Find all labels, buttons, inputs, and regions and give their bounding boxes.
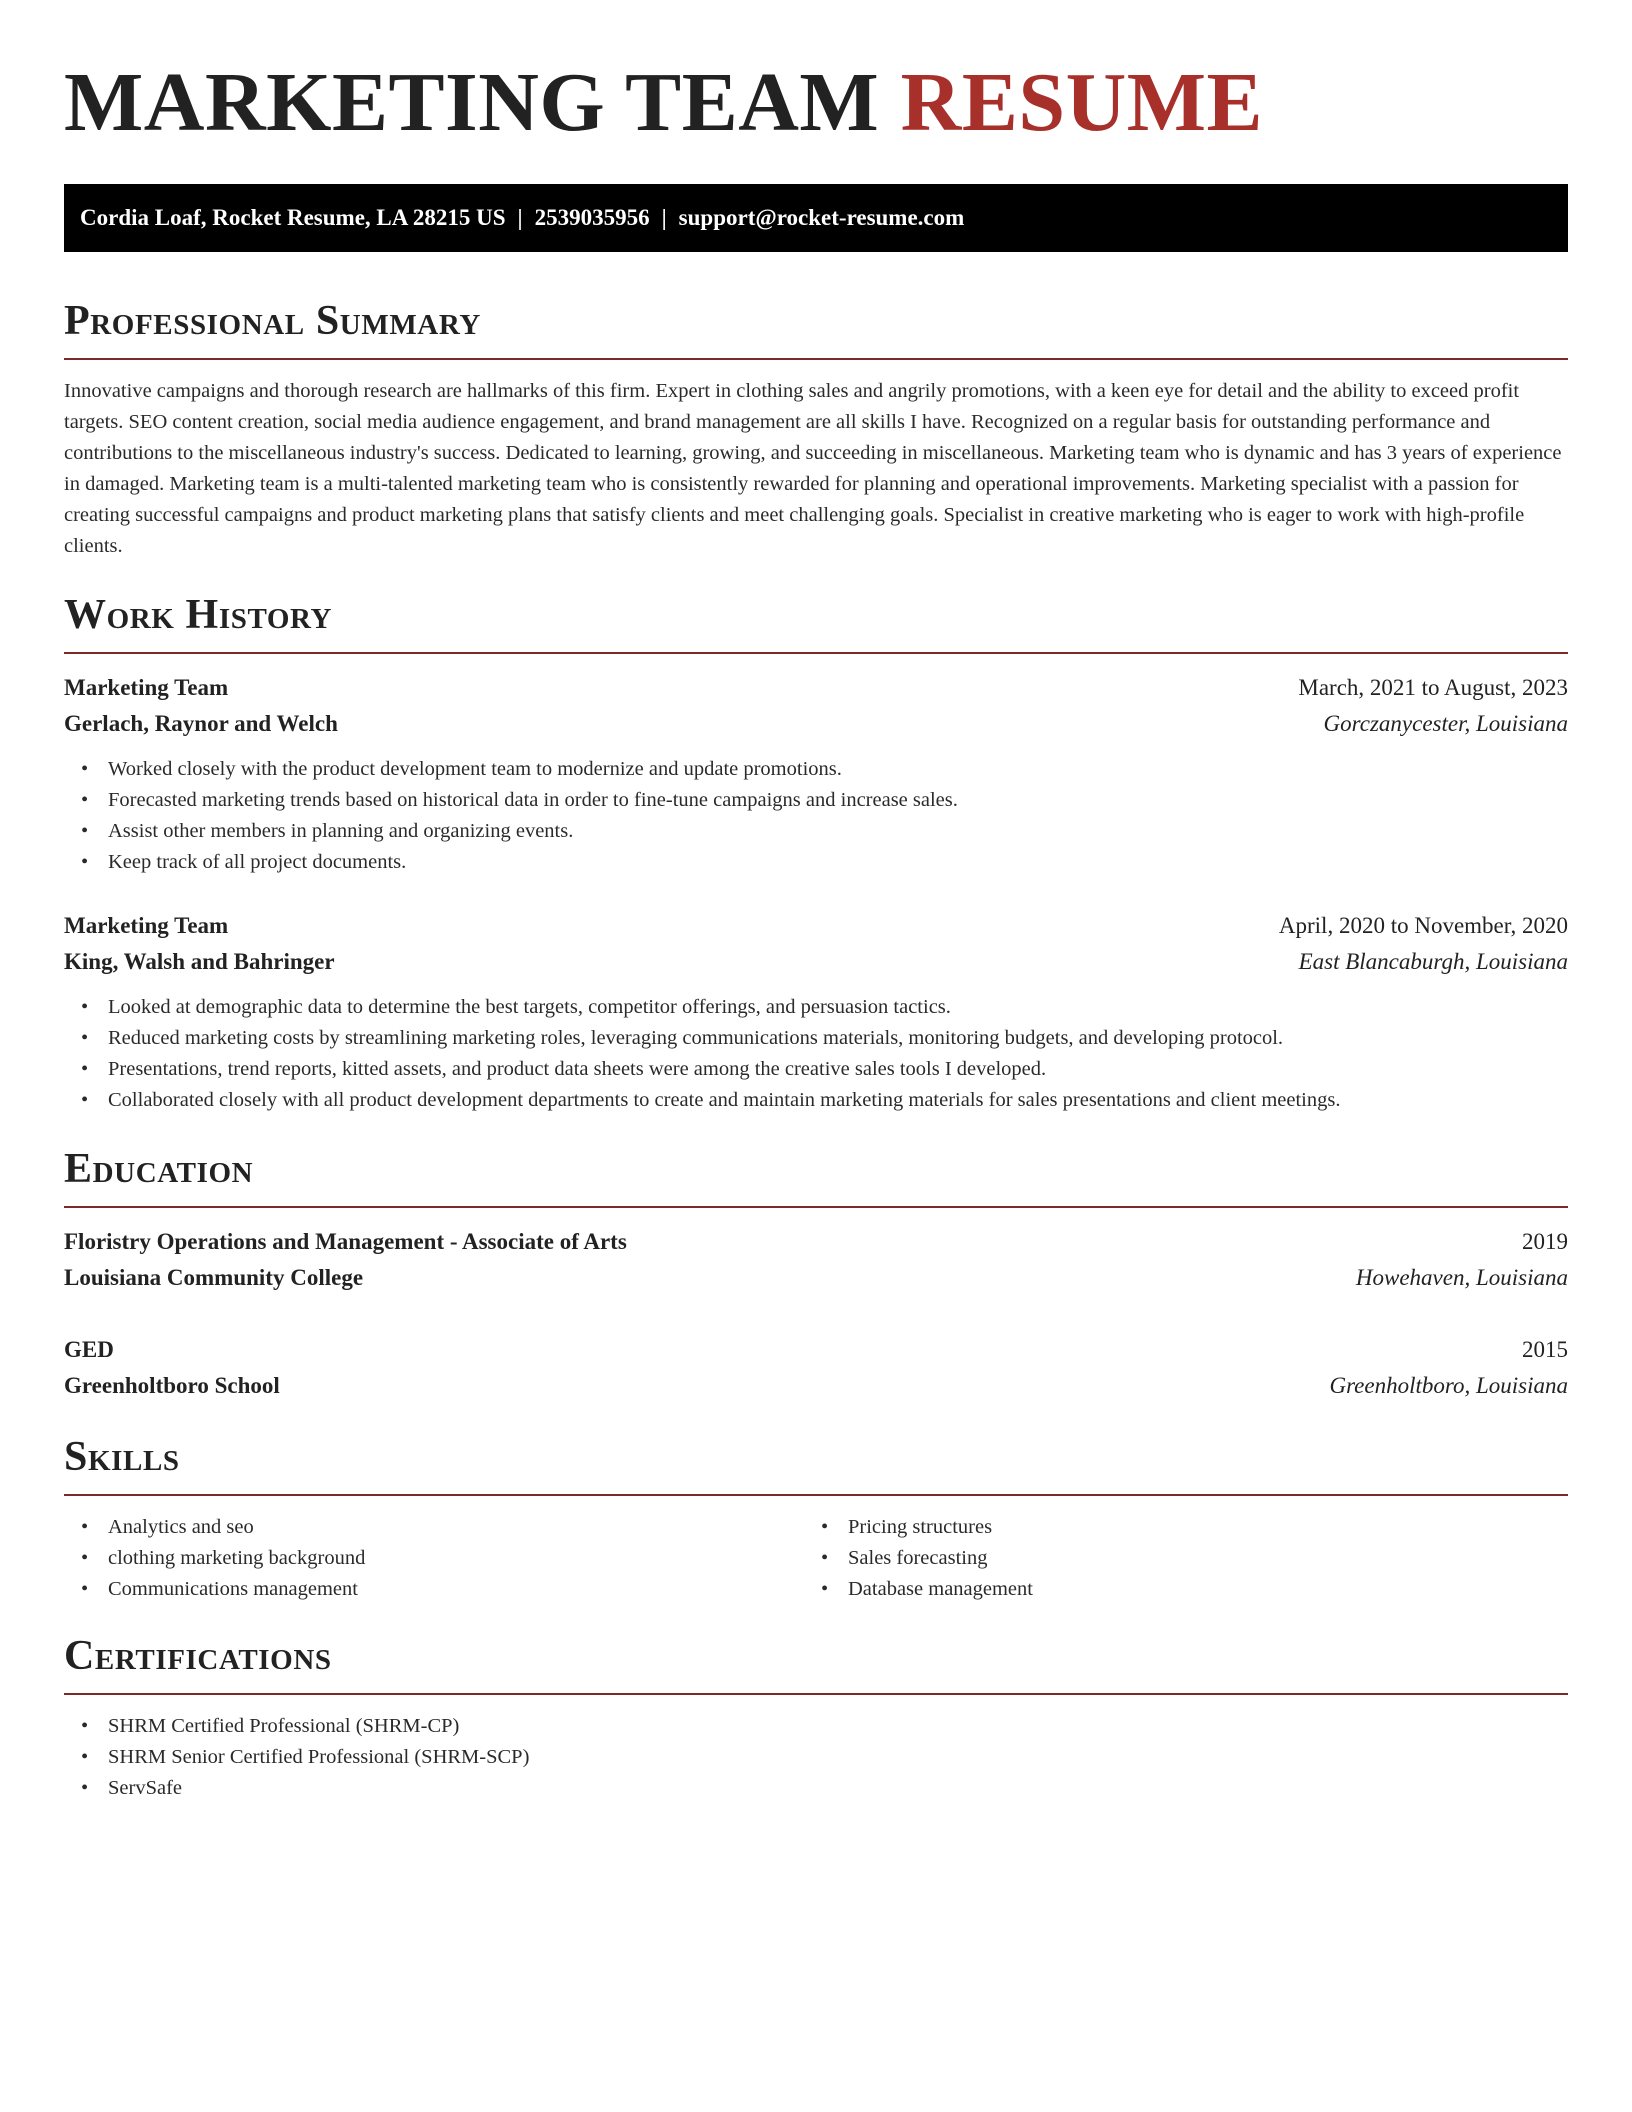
- job-entry: [64, 908, 1568, 1116]
- skills-list-right: [804, 1512, 1544, 1605]
- certification-item: • ServSafe: [64, 1773, 1568, 1804]
- job-company: Gerlach, Raynor and Welch: [64, 711, 338, 736]
- certifications-section: [64, 1711, 1568, 1804]
- title-accent: RESUME: [900, 56, 1264, 149]
- contact-bar: [64, 184, 1568, 252]
- job-duty: • Looked at demographic data to determine the best targets, competitor offerings, and persuasion tactics.: [64, 992, 1568, 1023]
- skills-columns: [64, 1512, 1568, 1605]
- school-location: Greenholtboro, Louisiana: [1329, 1373, 1568, 1398]
- school-location: Howehaven, Louisiana: [1355, 1265, 1568, 1290]
- job-duty: • Presentations, trend reports, kitted assets, and product data sheets were among the creative sales tools I developed.: [64, 1054, 1568, 1085]
- graduation-year: 2015: [1522, 1337, 1568, 1362]
- skill-item: • Database management: [804, 1574, 1544, 1605]
- certification-item: • SHRM Certified Professional (SHRM-CP): [64, 1711, 1568, 1742]
- summary-text: Innovative campaigns and thorough research are hallmarks of this firm. Expert in clothing sales and angrily promotions, with a keen eye for detail and the ability to exceed profit targets. SEO content creation, social media audience engagement, and brand management are all skills I have. Recognized on a regular basis for outstanding performance and contributions to the miscellaneous industry's success. Dedicated to learning, growing, and succeeding in miscellaneous. Marketing team who is dynamic and has 3 years of experience in damaged. Marketing team is a multi-talented marketing team who is consistently rewarded for planning and operational improvements. Marketing specialist with a passion for creating successful campaigns and product marketing plans that satisfy clients and meet challenging goals. Specialist in creative marketing who is eager to work with high-profile clients.: [64, 380, 1562, 557]
- contact-separator: |: [661, 205, 667, 230]
- job-dates: March, 2021 to August, 2023: [1298, 675, 1568, 700]
- certifications-heading: Certifications: [64, 1631, 1568, 1695]
- school-name: Louisiana Community College: [64, 1265, 364, 1290]
- skills-list-left: [64, 1512, 804, 1605]
- job-duty: • Reduced marketing costs by streamlining marketing roles, leveraging communications materials, monitoring budgets, and developing protocol.: [64, 1023, 1568, 1054]
- skill-item: • Pricing structures: [804, 1512, 1544, 1543]
- job-duty: • Keep track of all project documents.: [64, 847, 1568, 878]
- education-heading: Education: [64, 1144, 1568, 1208]
- contact-address: Cordia Loaf, Rocket Resume, LA 28215 US: [80, 205, 506, 230]
- job-duty: • Collaborated closely with all product development departments to create and maintain marketing materials for sales presentations and client meetings.: [64, 1085, 1568, 1116]
- title-main: MARKETING TEAM: [64, 56, 880, 149]
- contact-email: support@rocket-resume.com: [678, 205, 965, 230]
- degree: Floristry Operations and Management - Associate of Arts: [64, 1229, 627, 1254]
- job-location: Gorczanycester, Louisiana: [1323, 711, 1568, 736]
- job-dates: April, 2020 to November, 2020: [1278, 913, 1568, 938]
- job-duty: • Assist other members in planning and organizing events.: [64, 816, 1568, 847]
- skill-item: • Communications management: [64, 1574, 804, 1605]
- job-duty: • Forecasted marketing trends based on historical data in order to fine-tune campaigns and increase sales.: [64, 785, 1568, 816]
- degree: GED: [64, 1337, 114, 1362]
- contact-separator: |: [517, 205, 523, 230]
- job-title: Marketing Team: [64, 913, 229, 938]
- school-name: Greenholtboro School: [64, 1373, 280, 1398]
- graduation-year: 2019: [1522, 1229, 1568, 1254]
- job-title: Marketing Team: [64, 675, 229, 700]
- job-duties-list: [64, 992, 1568, 1116]
- job-duties-list: [64, 754, 1568, 878]
- certification-item: • SHRM Senior Certified Professional (SHRM-SCP): [64, 1742, 1568, 1773]
- contact-phone: 2539035956: [534, 205, 650, 230]
- skill-item: • Sales forecasting: [804, 1543, 1544, 1574]
- skill-item: • clothing marketing background: [64, 1543, 804, 1574]
- education-entry: [64, 1332, 1568, 1404]
- work-history-heading: Work History: [64, 590, 1568, 654]
- certifications-list: [64, 1711, 1568, 1804]
- resume-title: [64, 0, 1568, 150]
- job-company: King, Walsh and Bahringer: [64, 949, 335, 974]
- skill-item: • Analytics and seo: [64, 1512, 804, 1543]
- job-entry: [64, 670, 1568, 878]
- summary-heading: Professional Summary: [64, 296, 1568, 360]
- job-duty: • Worked closely with the product development team to modernize and update promotions.: [64, 754, 1568, 785]
- skills-heading: Skills: [64, 1432, 1568, 1496]
- job-location: East Blancaburgh, Louisiana: [1298, 949, 1568, 974]
- education-entry: [64, 1224, 1568, 1296]
